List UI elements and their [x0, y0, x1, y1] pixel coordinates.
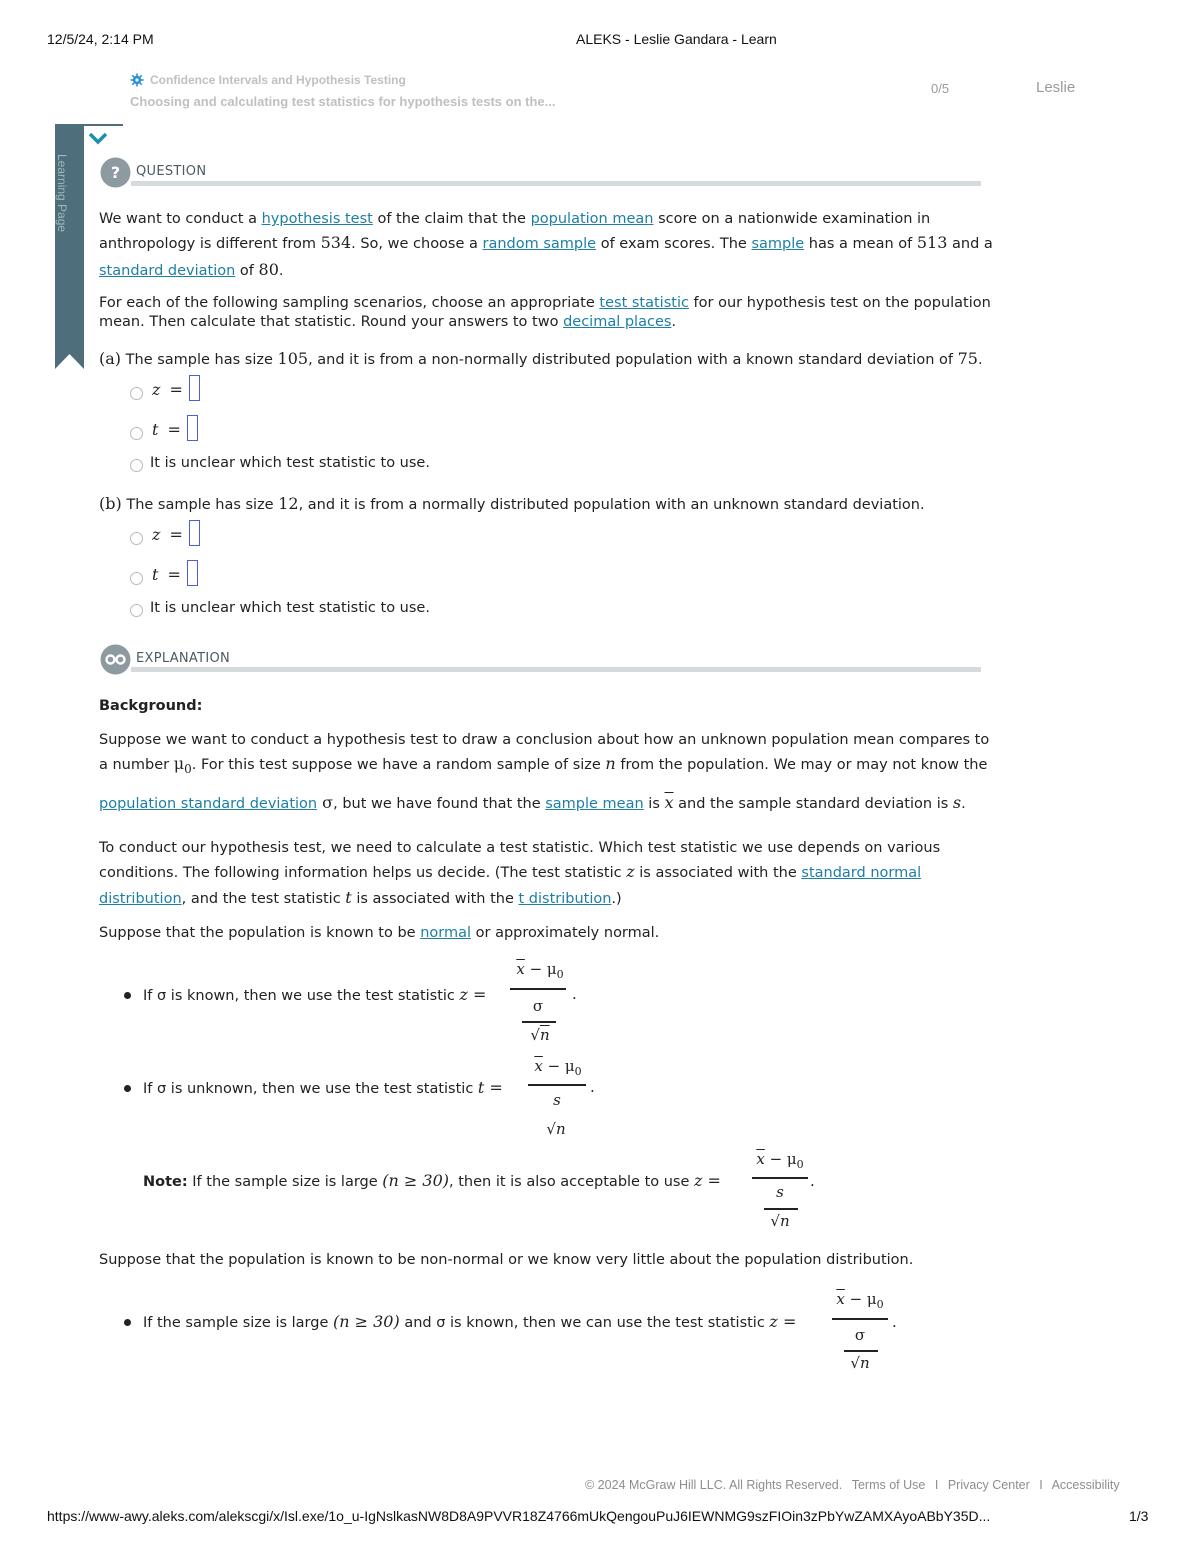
period: . — [590, 1078, 595, 1096]
print-datetime: 12/5/24, 2:14 PM — [47, 31, 154, 47]
period: . — [572, 985, 577, 1003]
sidebar-bookmark-notch — [55, 350, 84, 369]
separator: I — [1039, 1478, 1043, 1492]
bullet-2-denominator-root: √n — [546, 1120, 566, 1138]
t-variable: t — [152, 565, 159, 584]
part-b-t-input[interactable] — [187, 560, 198, 586]
part-a-prompt: (a) The sample has size 105, and it is from a non-normally distributed population with a known standard deviation of 75. — [99, 349, 983, 368]
terms-link[interactable]: Terms of Use — [851, 1478, 926, 1492]
fraction-bar — [844, 1350, 878, 1352]
bullet — [124, 992, 131, 999]
test-statistic-link[interactable]: test statistic — [599, 295, 689, 311]
bullet — [124, 1319, 131, 1326]
population-standard-deviation-link[interactable]: population standard deviation — [99, 795, 318, 812]
standard-deviation-link[interactable]: standard deviation — [99, 263, 236, 279]
page-footer — [585, 1478, 1120, 1492]
period: . — [810, 1172, 815, 1190]
normal-link[interactable]: normal — [420, 925, 472, 941]
copyright: © 2024 McGraw Hill LLC. All Rights Reserved. — [585, 1478, 843, 1492]
part-b-unclear-label: It is unclear which test statistic to use. — [150, 600, 430, 616]
chevron-down-icon[interactable] — [88, 131, 108, 145]
topic-title[interactable]: Confidence Intervals and Hypothesis Testing — [150, 73, 406, 87]
topic-subtitle: Choosing and calculating test statistics for hypothesis tests on the... — [130, 94, 556, 109]
sample-mean-link[interactable]: sample mean — [545, 795, 644, 812]
background-paragraph-2: To conduct our hypothesis test, we need to calculate a test statistic. Which test statistic we use depends on various conditions. The following information helps us decide. (The test statistic z is associated with the standard normal distribution, and the test statistic t is associated with the t distribution.) — [99, 840, 941, 907]
standard-normal-link[interactable]: standard normal — [801, 865, 922, 881]
bullet-1-numerator: $\overline{x} - \mu_0$ — [516, 960, 564, 981]
hypothesis-test-link[interactable]: hypothesis test — [261, 211, 373, 227]
bullet-3-denominator-top: σ — [854, 1326, 866, 1344]
print-page-title: ALEKS - Leslie Gandara - Learn — [576, 31, 777, 47]
sidebar-label: Learning Page — [55, 154, 69, 233]
question-paragraph-1: We want to conduct a hypothesis test of the claim that the population mean score on a nationwide examination in anthropology is different from 534. So, we choose a random sample of exam scores. The sample has a mean of 513 and a standard deviation of 80. — [99, 211, 993, 279]
decimal-places-link[interactable]: decimal places — [563, 314, 672, 330]
part-a-unclear-label: It is unclear which test statistic to use. — [150, 455, 430, 471]
nonnormal-case-text: Suppose that the population is known to be non-normal or we know very little about the population distribution. — [99, 1252, 914, 1268]
bullet-1-text: If σ is known, then we use the test statistic z = — [143, 985, 487, 1004]
bullet-2-text: If σ is unknown, then we use the test statistic t = — [143, 1078, 503, 1097]
bullet-3-text: If the sample size is large (n ≥ 30) and σ is known, then we can use the test statistic z = — [143, 1312, 797, 1331]
part-a-z-input[interactable] — [189, 375, 200, 401]
fraction-bar — [832, 1318, 888, 1320]
part-b-radio-z[interactable] — [130, 532, 143, 545]
background-paragraph-1: Suppose we want to conduct a hypothesis test to draw a conclusion about how an unknown population mean compares to a number $\mu_0$. For this test suppose we have a random sample of size n from the population. We may or may not know the population standard deviation σ, but we have found that the sample mean is $\overline{x}$ and the sample standard deviation is s. — [99, 732, 990, 812]
note-numerator: $\overline{x} - \mu_0$ — [756, 1150, 804, 1171]
bullet-1-denominator-root: √n — [530, 1026, 550, 1044]
part-b-label: (b) — [99, 494, 122, 513]
part-b-radio-t[interactable] — [130, 572, 143, 585]
explanation-section-label: EXPLANATION — [136, 651, 231, 666]
period: . — [892, 1313, 897, 1331]
note-text: Note: If the sample size is large (n ≥ 30), then it is also acceptable to use z = — [143, 1171, 721, 1190]
question-section-label: QUESTION — [136, 164, 207, 179]
svg-text:?: ? — [110, 163, 121, 182]
user-name[interactable]: Leslie — [1036, 79, 1076, 96]
note-denominator-top: s — [776, 1183, 784, 1201]
part-b-prompt: (b) The sample has size 12, and it is from a normally distributed population with an unknown standard deviation. — [99, 494, 925, 513]
bullet-3-denominator-root: √n — [850, 1354, 870, 1372]
question-divider — [131, 181, 981, 186]
accessibility-link[interactable]: Accessibility — [1051, 1478, 1120, 1492]
privacy-link[interactable]: Privacy Center — [947, 1478, 1030, 1492]
separator: I — [934, 1478, 939, 1492]
glasses-icon — [100, 644, 131, 675]
sample-link[interactable]: sample — [751, 236, 805, 252]
part-a-t-input[interactable] — [187, 415, 198, 441]
part-a-radio-t[interactable] — [130, 427, 143, 440]
part-a-label: (a) — [99, 349, 122, 368]
bullet-3-numerator: $\overline{x} - \mu_0$ — [836, 1290, 884, 1311]
bullet-2-numerator: $\overline{x} - \mu_0$ — [534, 1057, 582, 1078]
note-denominator-root: √n — [770, 1212, 790, 1230]
part-a-radio-z[interactable] — [130, 387, 143, 400]
fraction-bar — [528, 1084, 586, 1086]
fraction-bar — [522, 1021, 556, 1023]
question-paragraph-2: For each of the following sampling scenarios, choose an appropriate test statistic for our hypothesis test on the population mean. Then calculate that statistic. Round your answers to two decimal places. — [99, 295, 991, 330]
bullet-1-denominator-top: σ — [532, 997, 544, 1015]
standard-normal-distribution-link[interactable]: distribution — [99, 891, 182, 907]
question-icon — [100, 157, 131, 188]
part-b-z-input[interactable] — [189, 520, 200, 546]
collapse-bar — [84, 124, 123, 126]
bullet-2-denominator-top: s — [553, 1091, 561, 1109]
background-heading: Background: — [99, 698, 203, 714]
topic-gear-icon — [130, 72, 144, 86]
population-mean-link[interactable]: population mean — [530, 211, 654, 227]
fraction-bar — [752, 1177, 808, 1179]
bullet — [124, 1085, 131, 1092]
learning-page-sidebar[interactable] — [55, 124, 84, 369]
random-sample-link[interactable]: random sample — [482, 236, 597, 252]
z-variable: z — [152, 380, 161, 399]
z-variable: z — [152, 525, 161, 544]
print-url: https://www-awy.aleks.com/alekscgi/x/Isl.exe/1o_u-IgNslkasNW8D8A9PVVR18Z4766mUkQengouPuJ6IEWNMG9szFIOin3zPbYwZAMXAyoABbY35D... — [47, 1508, 991, 1524]
part-a-radio-unclear[interactable] — [130, 459, 143, 472]
print-page-number: 1/3 — [1129, 1508, 1149, 1524]
fraction-bar — [764, 1208, 798, 1210]
fraction-bar — [510, 988, 566, 990]
part-b-radio-unclear[interactable] — [130, 604, 143, 617]
t-distribution-link[interactable]: t distribution — [518, 891, 612, 907]
t-variable: t — [152, 420, 159, 439]
explanation-divider — [131, 667, 981, 672]
normal-case-text: Suppose that the population is known to be normal or approximately normal. — [99, 925, 660, 941]
progress-indicator: 0/5 — [931, 81, 950, 96]
